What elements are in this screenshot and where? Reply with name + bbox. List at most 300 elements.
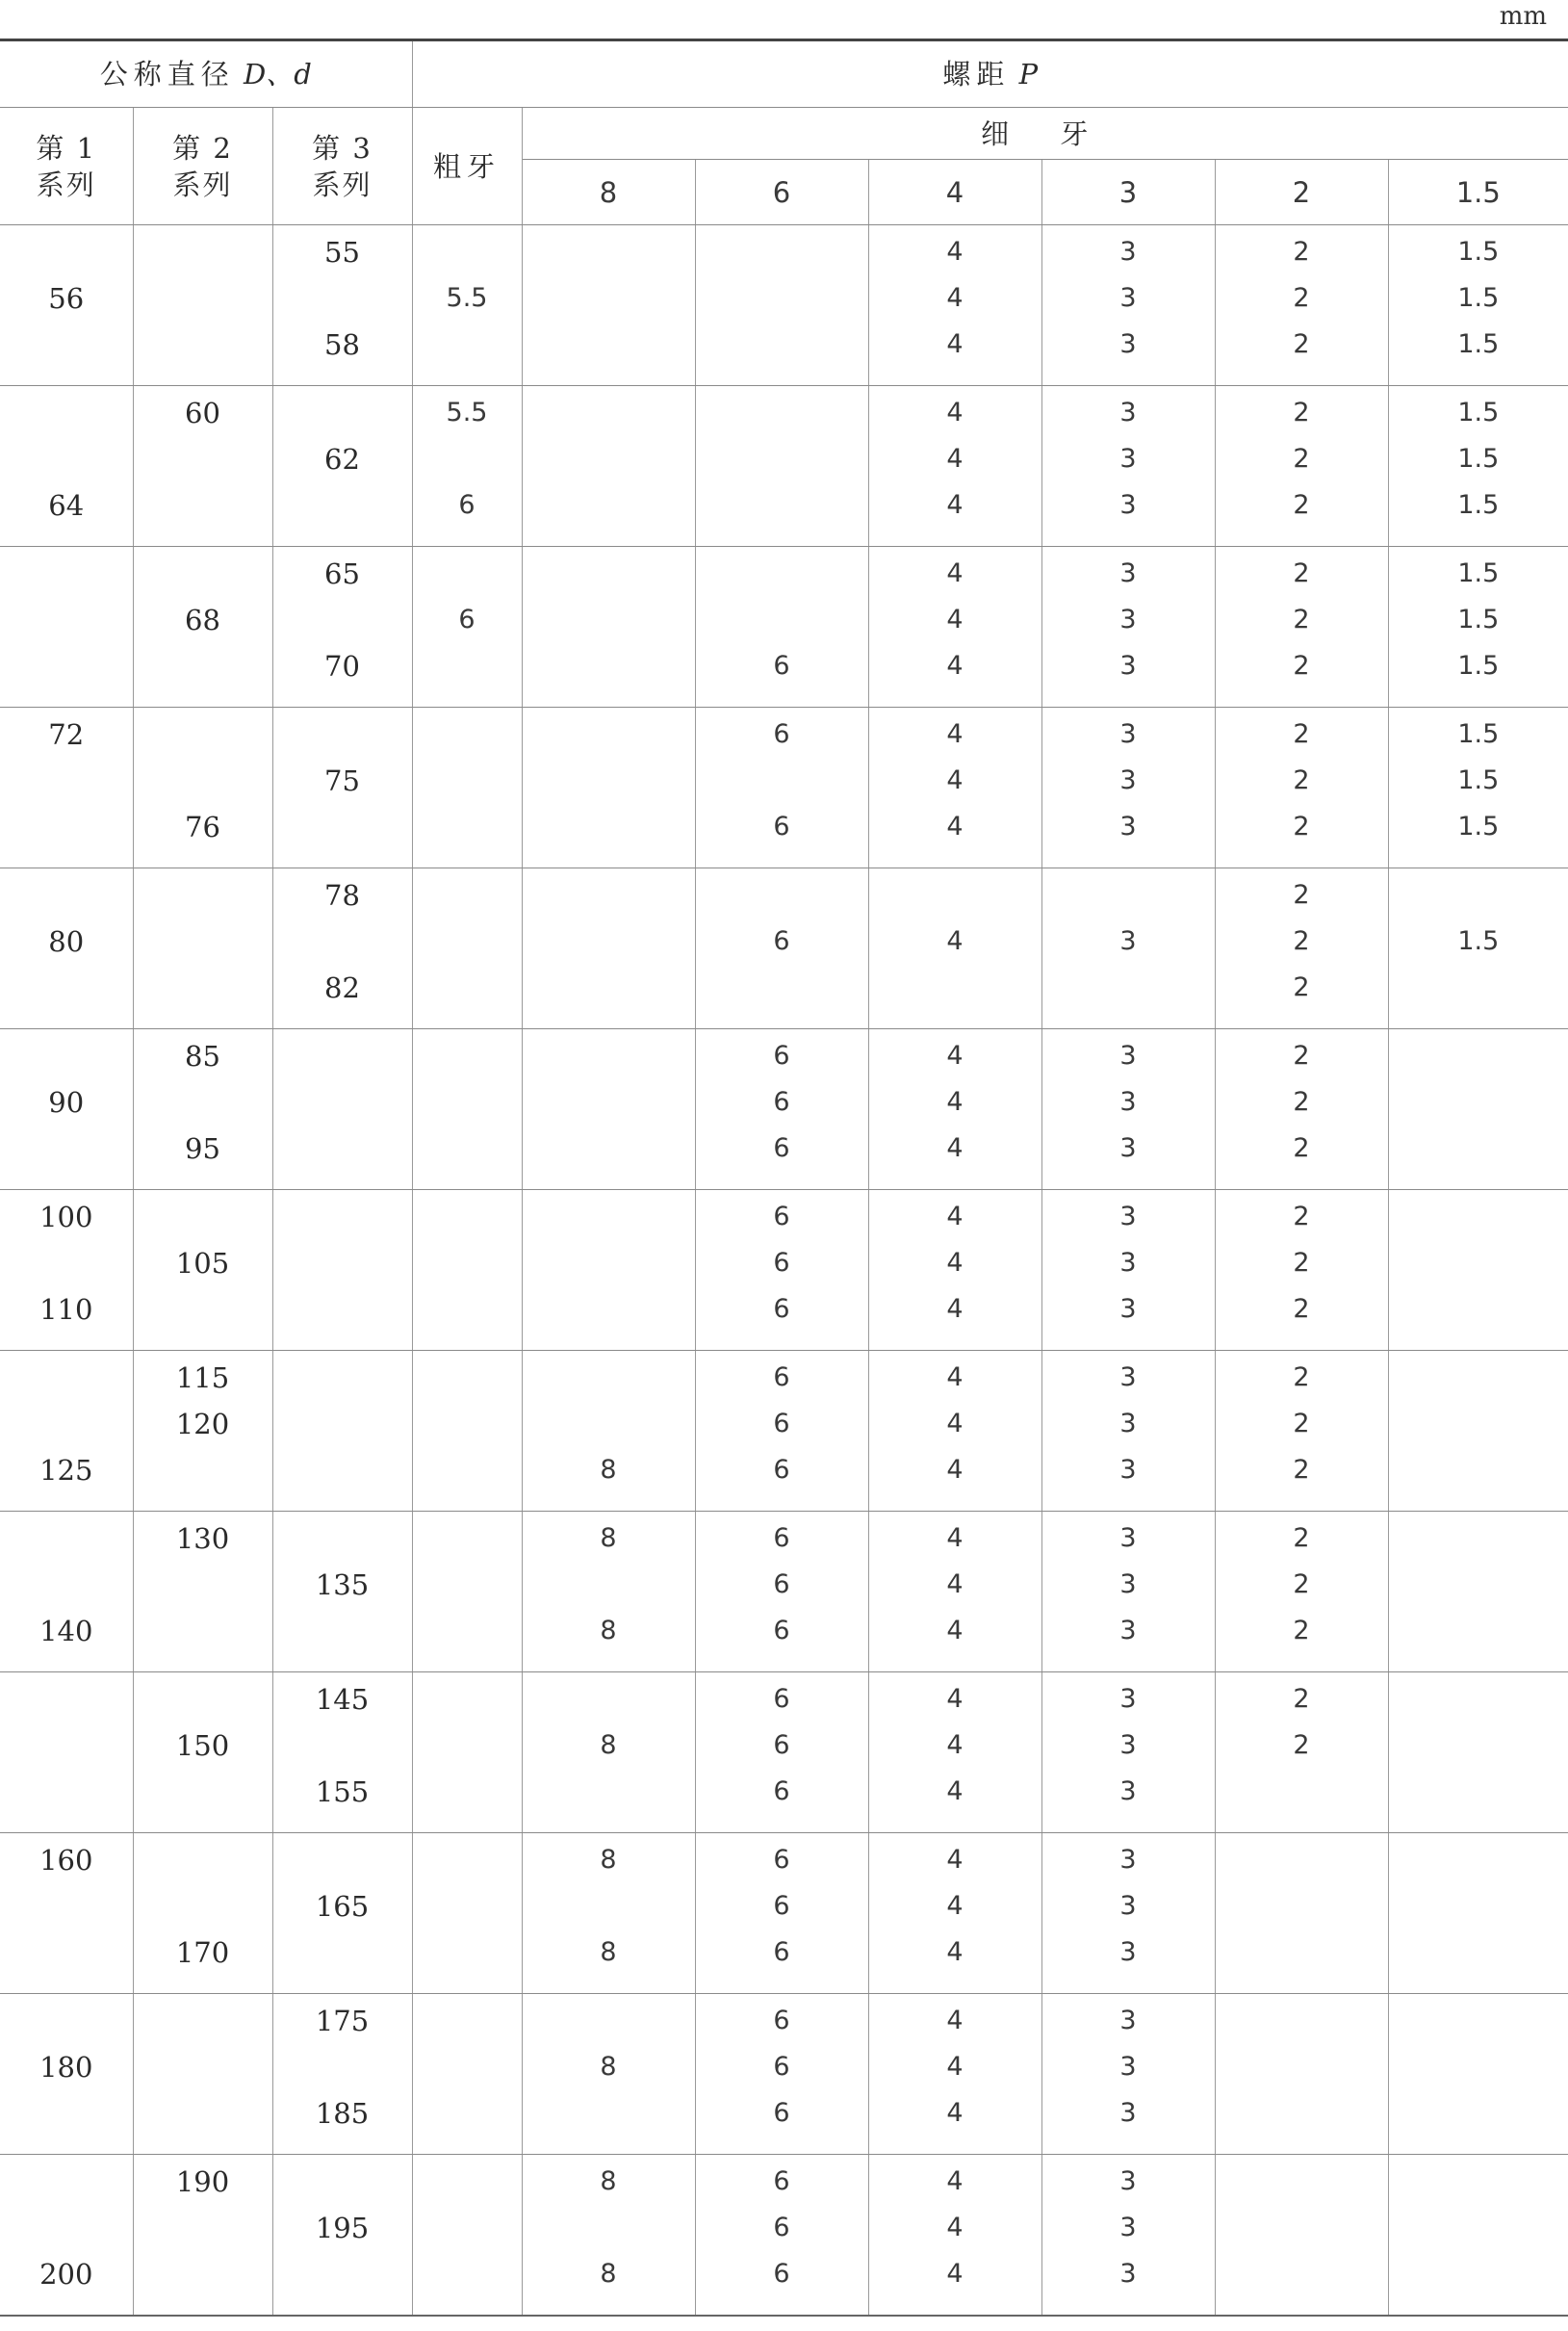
pitch-1-5-cell: [1388, 1512, 1568, 1672]
cell-value: 175: [315, 2005, 370, 2037]
table-row: [0, 1512, 1568, 1672]
pitch-3-cell: [1041, 225, 1215, 386]
pitch-4-cell: [868, 1512, 1041, 1672]
pitch-2-cell: [1215, 386, 1388, 547]
cell-value: 2: [1293, 398, 1310, 427]
series-1-cell: [0, 386, 133, 547]
cell-value: 1.5: [1457, 398, 1500, 427]
header-pitch-col: 6: [695, 160, 868, 225]
pitch-1-5-cell: [1388, 1833, 1568, 1994]
pitch-3-cell: [1041, 1994, 1215, 2155]
series-3-cell: [272, 225, 412, 386]
coarse-pitch-cell: [412, 868, 522, 1029]
pitch-8-cell: [522, 547, 695, 708]
cell-value: 6: [773, 1362, 790, 1392]
cell-value: 2: [1293, 1362, 1310, 1392]
cell-value: 8: [600, 1616, 617, 1645]
cell-value: 3: [1119, 1684, 1137, 1714]
cell-value: 55: [324, 236, 360, 269]
cell-value: 4: [946, 444, 964, 474]
cell-value: 3: [1119, 605, 1137, 635]
cell-value: 6: [773, 2213, 790, 2242]
cell-value: 2: [1293, 926, 1310, 956]
cell-value: 3: [1119, 558, 1137, 588]
cell-value: 6: [773, 1409, 790, 1438]
cell-value: 60: [185, 397, 220, 429]
cell-value: 4: [946, 490, 964, 520]
coarse-pitch-cell: [412, 1190, 522, 1351]
series-3-cell: [272, 547, 412, 708]
cell-value: 72: [48, 718, 85, 751]
pitch-2-cell: [1215, 547, 1388, 708]
cell-value: 3: [1119, 2006, 1137, 2035]
pitch-6-cell: [695, 386, 868, 547]
cell-value: 95: [185, 1132, 220, 1165]
pitch-6-cell: [695, 1512, 868, 1672]
cell-value: 3: [1119, 2166, 1137, 2196]
cell-value: 2: [1293, 283, 1310, 313]
series-2-cell: [133, 1994, 272, 2155]
cell-value: 3: [1119, 2213, 1137, 2242]
pitch-8-cell: [522, 1994, 695, 2155]
header-series-1: [0, 108, 133, 225]
cell-value: 5.5: [446, 283, 488, 313]
cell-value: 4: [946, 558, 964, 588]
table-row: [0, 547, 1568, 708]
pitch-3-cell: [1041, 1512, 1215, 1672]
pitch-1-5-cell: [1388, 1190, 1568, 1351]
cell-value: 3: [1119, 2259, 1137, 2289]
cell-value: 2: [1293, 1087, 1310, 1117]
cell-value: 4: [946, 1362, 964, 1392]
coarse-pitch-cell: [412, 1994, 522, 2155]
cell-value: 1.5: [1457, 329, 1500, 359]
series-2-cell: [133, 386, 272, 547]
cell-value: 165: [315, 1890, 370, 1923]
pitch-4-cell: [868, 1833, 1041, 1994]
pitch-8-cell: [522, 1351, 695, 1512]
cell-value: 3: [1119, 2098, 1137, 2128]
cell-value: 3: [1119, 1616, 1137, 1645]
header-pitch: [412, 40, 1568, 108]
cell-value: 70: [324, 650, 360, 683]
series-2-cell: [133, 708, 272, 868]
cell-value: 6: [773, 2052, 790, 2082]
pitch-2-cell: [1215, 1029, 1388, 1190]
cell-value: 6: [773, 1041, 790, 1071]
cell-value: 3: [1119, 1937, 1137, 1967]
cell-value: 6: [773, 1776, 790, 1806]
cell-value: 2: [1293, 1684, 1310, 1714]
pitch-3-cell: [1041, 708, 1215, 868]
cell-value: 125: [39, 1454, 93, 1487]
cell-value: 4: [946, 765, 964, 795]
pitch-6-cell: [695, 1029, 868, 1190]
cell-value: 1.5: [1457, 490, 1500, 520]
cell-value: 64: [48, 489, 85, 522]
table-row: [0, 868, 1568, 1029]
cell-value: 4: [946, 2098, 964, 2128]
pitch-2-cell: [1215, 1512, 1388, 1672]
cell-value: 2: [1293, 444, 1310, 474]
cell-value: 3: [1119, 1362, 1137, 1392]
table-row: [0, 225, 1568, 386]
pitch-3-cell: [1041, 868, 1215, 1029]
cell-value: 3: [1119, 2052, 1137, 2082]
cell-value: 2: [1293, 1133, 1310, 1163]
series-2-cell: [133, 1672, 272, 1833]
coarse-pitch-cell: [412, 547, 522, 708]
cell-value: 3: [1119, 237, 1137, 267]
pitch-2-cell: [1215, 708, 1388, 868]
series-3-cell: [272, 708, 412, 868]
cell-value: 80: [48, 925, 85, 958]
pitch-6-cell: [695, 708, 868, 868]
header-pitch-col: 8: [522, 160, 695, 225]
cell-value: 8: [600, 1937, 617, 1967]
pitch-6-cell: [695, 2155, 868, 2317]
pitch-4-cell: [868, 1351, 1041, 1512]
cell-value: 2: [1293, 1041, 1310, 1071]
cell-value: 8: [600, 2052, 617, 2082]
pitch-6-cell: [695, 1833, 868, 1994]
series-1-cell: [0, 1190, 133, 1351]
pitch-8-cell: [522, 1512, 695, 1672]
cell-value: 3: [1119, 1455, 1137, 1485]
cell-value: 90: [48, 1086, 85, 1119]
series-2-cell: [133, 547, 272, 708]
cell-value: 4: [946, 1937, 964, 1967]
cell-value: 155: [315, 1775, 370, 1808]
cell-value: 56: [48, 282, 85, 315]
cell-value: 3: [1119, 1569, 1137, 1599]
series-2-cell: [133, 2155, 272, 2317]
cell-value: 3: [1119, 1294, 1137, 1324]
cell-value: 2: [1293, 651, 1310, 681]
series-1-cell: [0, 1351, 133, 1512]
cell-value: 140: [39, 1615, 93, 1647]
cell-value: 75: [324, 764, 360, 797]
series-2-cell: [133, 1029, 272, 1190]
cell-value: 4: [946, 2166, 964, 2196]
cell-value: 3: [1119, 1248, 1137, 1278]
cell-value: 6: [773, 926, 790, 956]
table-row: [0, 708, 1568, 868]
pitch-6-cell: [695, 1351, 868, 1512]
coarse-pitch-cell: [412, 386, 522, 547]
series-1-cell: [0, 225, 133, 386]
cell-value: 6: [773, 1202, 790, 1231]
cell-value: 3: [1119, 926, 1137, 956]
pitch-3-cell: [1041, 386, 1215, 547]
pitch-6-cell: [695, 1190, 868, 1351]
pitch-1-5-cell: [1388, 225, 1568, 386]
table-row: [0, 1351, 1568, 1512]
pitch-3-cell: [1041, 1190, 1215, 1351]
series-1-cell: [0, 547, 133, 708]
pitch-8-cell: [522, 1833, 695, 1994]
cell-value: 1.5: [1457, 558, 1500, 588]
pitch-6-cell: [695, 547, 868, 708]
cell-value: 8: [600, 1523, 617, 1553]
coarse-pitch-cell: [412, 1029, 522, 1190]
header-series-3: [272, 108, 412, 225]
pitch-4-cell: [868, 225, 1041, 386]
cell-value: 4: [946, 1455, 964, 1485]
nominal-diameter-label: 公称直径: [99, 58, 235, 91]
pitch-8-cell: [522, 2155, 695, 2317]
cell-value: 6: [773, 1845, 790, 1875]
nominal-diameter-symbol: D、d: [243, 58, 312, 91]
pitch-2-cell: [1215, 1833, 1388, 1994]
cell-value: 3: [1119, 719, 1137, 749]
cell-value: 2: [1293, 1730, 1310, 1760]
table-row: [0, 1029, 1568, 1190]
cell-value: 1.5: [1457, 444, 1500, 474]
thread-pitch-table: [0, 39, 1568, 2317]
header-coarse: 粗牙: [412, 108, 522, 225]
cell-value: 4: [946, 1523, 964, 1553]
cell-value: 6: [773, 812, 790, 842]
series-2-cell: [133, 1512, 272, 1672]
cell-value: 4: [946, 719, 964, 749]
cell-value: 4: [946, 1133, 964, 1163]
cell-value: 2: [1293, 972, 1310, 1002]
cell-value: 2: [1293, 490, 1310, 520]
cell-value: 1.5: [1457, 926, 1500, 956]
pitch-3-cell: [1041, 1029, 1215, 1190]
cell-value: 2: [1293, 880, 1310, 910]
cell-value: 2: [1293, 329, 1310, 359]
series-2-cell: [133, 868, 272, 1029]
series-1-cell: [0, 2155, 133, 2317]
cell-value: 100: [39, 1201, 93, 1233]
cell-value: 3: [1119, 329, 1137, 359]
cell-value: 1.5: [1457, 719, 1500, 749]
cell-value: 6: [773, 1087, 790, 1117]
cell-value: 4: [946, 329, 964, 359]
cell-value: 4: [946, 398, 964, 427]
cell-value: 6: [773, 719, 790, 749]
cell-value: 4: [946, 1730, 964, 1760]
cell-value: 2: [1293, 558, 1310, 588]
pitch-2-cell: [1215, 225, 1388, 386]
series-3-line-1: 第 3: [312, 131, 373, 165]
header-pitch-col: 3: [1041, 160, 1215, 225]
cell-value: 4: [946, 926, 964, 956]
pitch-2-cell: [1215, 1672, 1388, 1833]
cell-value: 2: [1293, 1455, 1310, 1485]
coarse-pitch-cell: [412, 2155, 522, 2317]
cell-value: 62: [324, 443, 360, 476]
cell-value: 3: [1119, 1087, 1137, 1117]
pitch-1-5-cell: [1388, 1672, 1568, 1833]
coarse-pitch-cell: [412, 225, 522, 386]
pitch-4-cell: [868, 2155, 1041, 2317]
cell-value: 8: [600, 1455, 617, 1485]
pitch-4-cell: [868, 1672, 1041, 1833]
cell-value: 3: [1119, 1776, 1137, 1806]
pitch-8-cell: [522, 1672, 695, 1833]
cell-value: 170: [175, 1936, 230, 1969]
pitch-8-cell: [522, 386, 695, 547]
cell-value: 65: [324, 557, 360, 590]
cell-value: 8: [600, 2166, 617, 2196]
cell-value: 145: [315, 1683, 370, 1716]
series-1-cell: [0, 868, 133, 1029]
cell-value: 4: [946, 1294, 964, 1324]
series-1-line-1: 第 1: [36, 131, 97, 165]
cell-value: 2: [1293, 237, 1310, 267]
cell-value: 3: [1119, 812, 1137, 842]
pitch-4-cell: [868, 1190, 1041, 1351]
series-2-cell: [133, 1833, 272, 1994]
cell-value: 6: [773, 1616, 790, 1645]
cell-value: 8: [600, 1845, 617, 1875]
cell-value: 6: [773, 1294, 790, 1324]
cell-value: 195: [315, 2212, 370, 2244]
cell-value: 58: [324, 328, 360, 361]
cell-value: 4: [946, 283, 964, 313]
cell-value: 3: [1119, 444, 1137, 474]
pitch-4-cell: [868, 1994, 1041, 2155]
cell-value: 8: [600, 2259, 617, 2289]
cell-value: 6: [773, 1455, 790, 1485]
cell-value: 68: [185, 604, 220, 636]
series-3-cell: [272, 1833, 412, 1994]
cell-value: 4: [946, 237, 964, 267]
pitch-3-cell: [1041, 2155, 1215, 2317]
series-1-cell: [0, 1672, 133, 1833]
cell-value: 6: [458, 605, 476, 635]
header-pitch-col: 1.5: [1388, 160, 1568, 225]
cell-value: 4: [946, 2006, 964, 2035]
cell-value: 4: [946, 1845, 964, 1875]
cell-value: 6: [773, 1569, 790, 1599]
series-1-cell: [0, 1833, 133, 1994]
cell-value: 6: [773, 2006, 790, 2035]
header-fine: 细 牙: [522, 108, 1568, 160]
cell-value: 200: [39, 2258, 93, 2291]
cell-value: 130: [175, 1522, 230, 1555]
cell-value: 1.5: [1457, 812, 1500, 842]
cell-value: 82: [324, 971, 360, 1004]
pitch-label: 螺距: [942, 58, 1011, 91]
series-2-cell: [133, 1351, 272, 1512]
coarse-pitch-cell: [412, 708, 522, 868]
unit-label: mm: [1499, 2, 1547, 31]
cell-value: 6: [773, 1891, 790, 1921]
series-3-cell: [272, 1029, 412, 1190]
pitch-3-cell: [1041, 547, 1215, 708]
cell-value: 6: [773, 1730, 790, 1760]
cell-value: 78: [324, 879, 360, 912]
cell-value: 3: [1119, 1202, 1137, 1231]
series-3-cell: [272, 386, 412, 547]
cell-value: 3: [1119, 765, 1137, 795]
pitch-4-cell: [868, 386, 1041, 547]
cell-value: 76: [185, 811, 220, 843]
cell-value: 1.5: [1457, 651, 1500, 681]
pitch-1-5-cell: [1388, 386, 1568, 547]
cell-value: 4: [946, 812, 964, 842]
cell-value: 2: [1293, 1409, 1310, 1438]
cell-value: 4: [946, 1569, 964, 1599]
cell-value: 6: [773, 1684, 790, 1714]
coarse-pitch-cell: [412, 1351, 522, 1512]
pitch-2-cell: [1215, 1351, 1388, 1512]
cell-value: 2: [1293, 765, 1310, 795]
cell-value: 3: [1119, 1891, 1137, 1921]
cell-value: 6: [773, 2166, 790, 2196]
cell-value: 2: [1293, 1294, 1310, 1324]
series-1-cell: [0, 708, 133, 868]
pitch-6-cell: [695, 1672, 868, 1833]
table-row: [0, 1672, 1568, 1833]
pitch-1-5-cell: [1388, 1994, 1568, 2155]
cell-value: 2: [1293, 1202, 1310, 1231]
cell-value: 190: [175, 2165, 230, 2198]
pitch-3-cell: [1041, 1351, 1215, 1512]
cell-value: 4: [946, 1776, 964, 1806]
cell-value: 8: [600, 1730, 617, 1760]
series-3-cell: [272, 1351, 412, 1512]
cell-value: 3: [1119, 1523, 1137, 1553]
series-3-cell: [272, 2155, 412, 2317]
cell-value: 1.5: [1457, 237, 1500, 267]
header-pitch-col: 2: [1215, 160, 1388, 225]
cell-value: 3: [1119, 1041, 1137, 1071]
cell-value: 1.5: [1457, 605, 1500, 635]
pitch-8-cell: [522, 1029, 695, 1190]
pitch-8-cell: [522, 225, 695, 386]
pitch-2-cell: [1215, 868, 1388, 1029]
series-1-line-2: 系列: [36, 168, 96, 201]
series-1-cell: [0, 1029, 133, 1190]
cell-value: 6: [773, 1248, 790, 1278]
pitch-8-cell: [522, 708, 695, 868]
header-nominal-diameter: [0, 40, 412, 108]
cell-value: 4: [946, 1202, 964, 1231]
series-2-line-2: 系列: [172, 168, 233, 201]
table-row: [0, 1994, 1568, 2155]
cell-value: 2: [1293, 605, 1310, 635]
pitch-4-cell: [868, 547, 1041, 708]
series-1-cell: [0, 1512, 133, 1672]
pitch-4-cell: [868, 868, 1041, 1029]
series-2-line-1: 第 2: [172, 131, 233, 165]
cell-value: 2: [1293, 719, 1310, 749]
pitch-4-cell: [868, 1029, 1041, 1190]
cell-value: 6: [773, 1133, 790, 1163]
cell-value: 6: [458, 490, 476, 520]
cell-value: 4: [946, 651, 964, 681]
cell-value: 160: [39, 1844, 93, 1877]
pitch-6-cell: [695, 225, 868, 386]
coarse-pitch-cell: [412, 1672, 522, 1833]
cell-value: 4: [946, 1409, 964, 1438]
pitch-1-5-cell: [1388, 547, 1568, 708]
series-3-cell: [272, 1512, 412, 1672]
cell-value: 2: [1293, 1569, 1310, 1599]
cell-value: 3: [1119, 1133, 1137, 1163]
pitch-1-5-cell: [1388, 2155, 1568, 2317]
cell-value: 4: [946, 605, 964, 635]
cell-value: 1.5: [1457, 283, 1500, 313]
cell-value: 2: [1293, 812, 1310, 842]
cell-value: 6: [773, 2259, 790, 2289]
cell-value: 2: [1293, 1523, 1310, 1553]
